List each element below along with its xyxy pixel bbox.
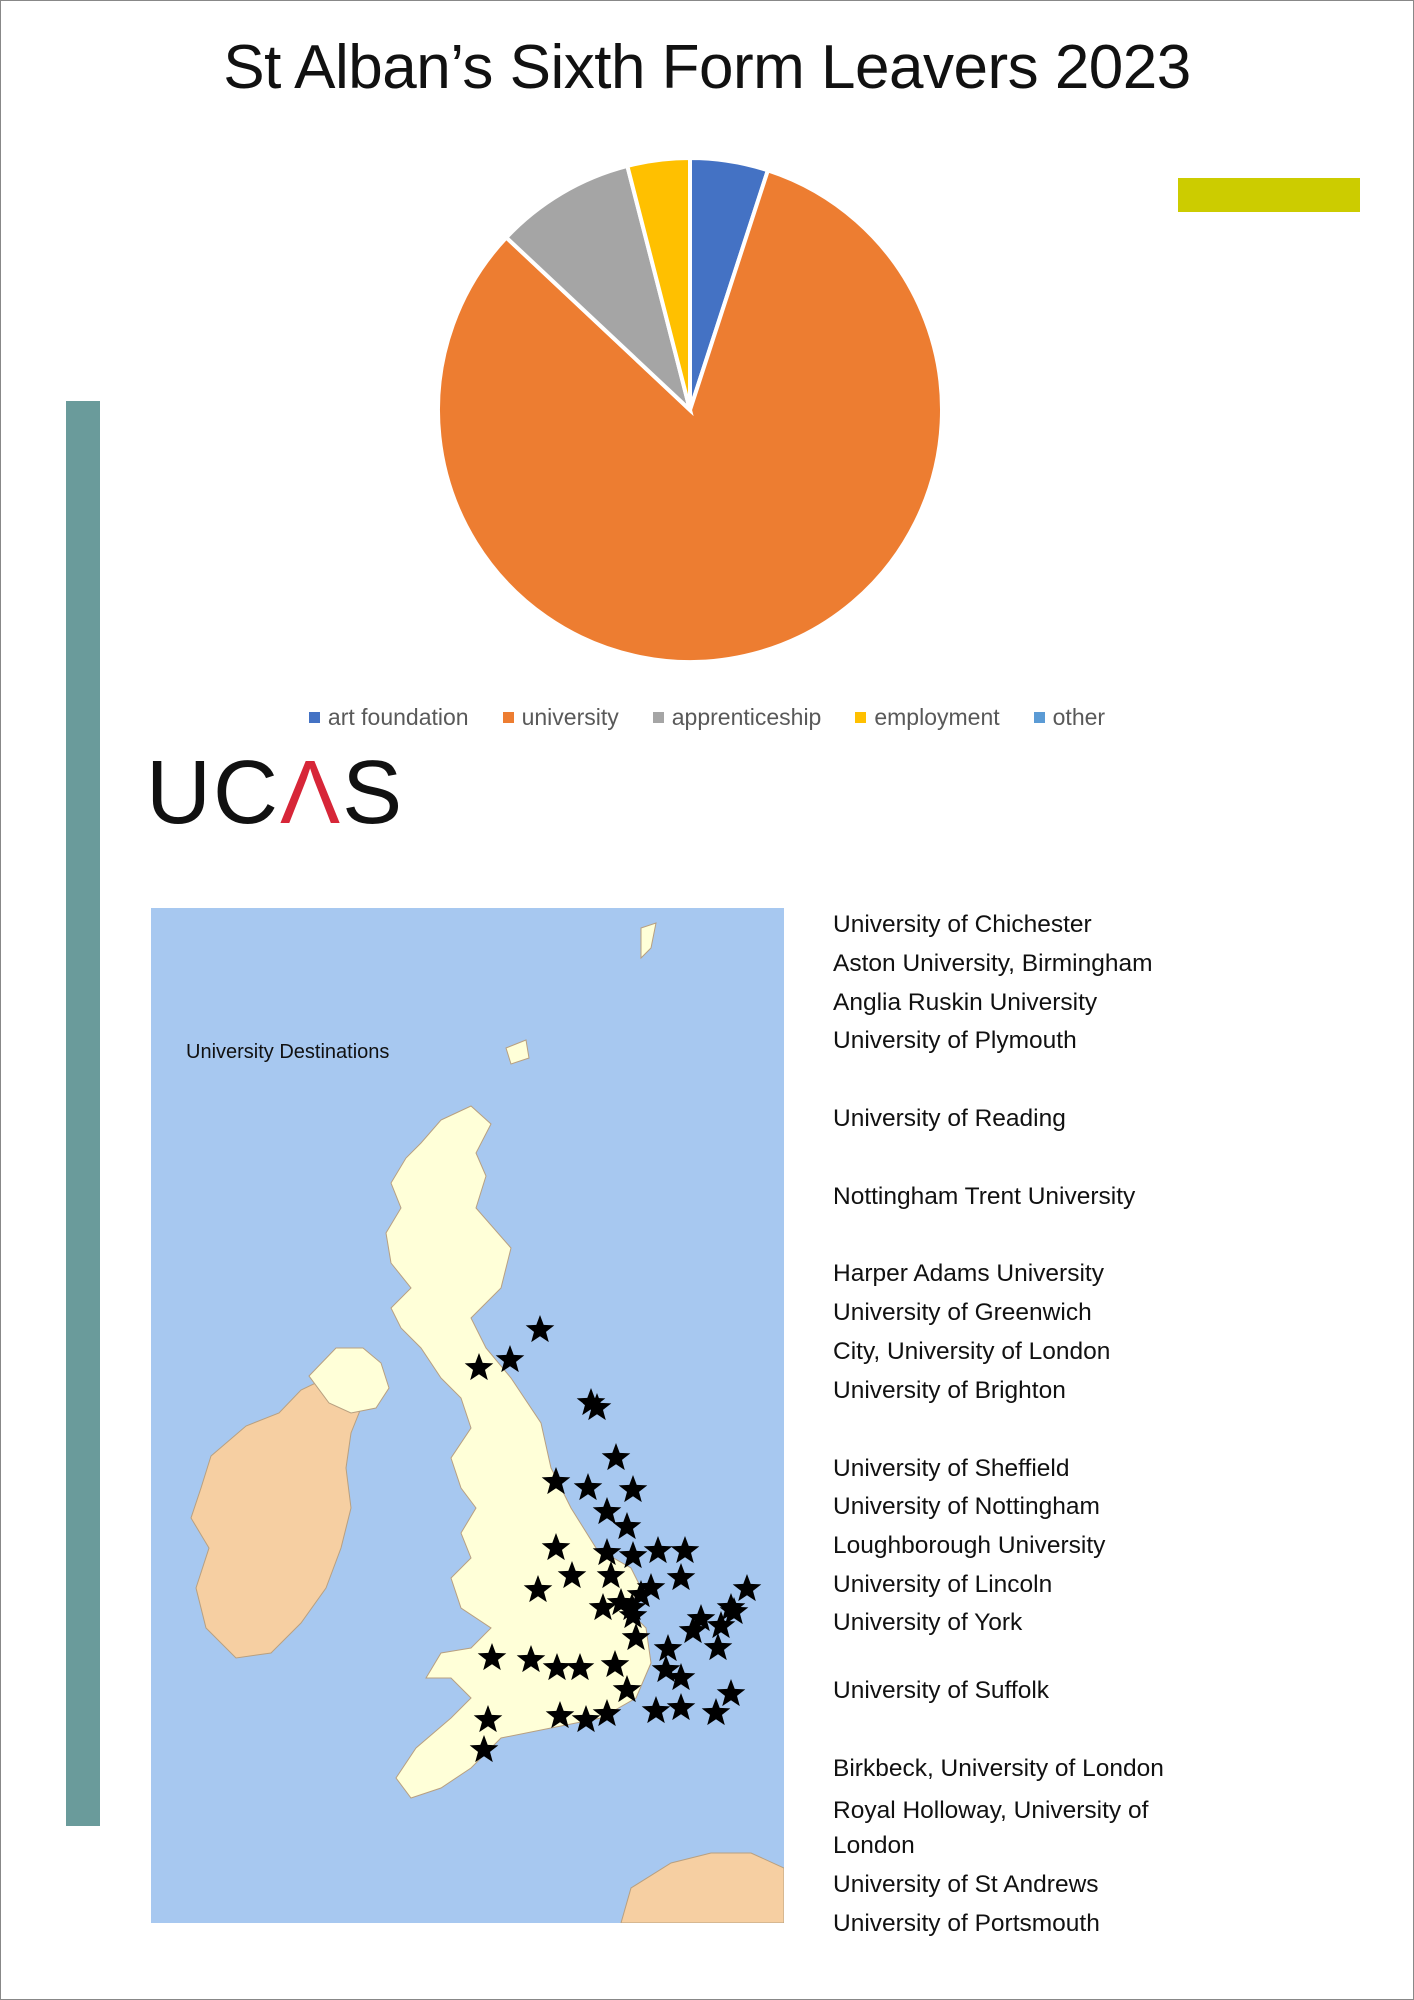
ucas-logo-hat: Λ bbox=[280, 743, 343, 843]
ucas-logo-after: S bbox=[342, 743, 405, 843]
map-label: University Destinations bbox=[186, 1041, 390, 1063]
star-icon bbox=[667, 1563, 696, 1590]
star-icon bbox=[654, 1634, 683, 1661]
university-list-item: University of Suffolk bbox=[833, 1677, 1050, 1704]
star-icon bbox=[642, 1696, 671, 1723]
star-icon bbox=[593, 1497, 622, 1524]
legend-swatch bbox=[503, 712, 514, 723]
university-list-item: University of Plymouth bbox=[833, 1027, 1077, 1054]
university-list-item: Aston University, Birmingham bbox=[833, 950, 1153, 977]
university-list-item: Anglia Ruskin University bbox=[833, 989, 1098, 1016]
star-icon bbox=[583, 1393, 612, 1420]
ireland-landmass bbox=[191, 1378, 361, 1658]
university-list-item: University of York bbox=[833, 1609, 1023, 1636]
university-list-item: University of Lincoln bbox=[833, 1571, 1053, 1598]
legend-swatch bbox=[855, 712, 866, 723]
star-icon bbox=[602, 1443, 631, 1470]
legend-label: apprenticeship bbox=[671, 704, 822, 730]
uk-map bbox=[151, 908, 784, 1923]
star-icon bbox=[644, 1536, 673, 1563]
chart-legend bbox=[0, 704, 1414, 731]
legend-label: employment bbox=[874, 704, 1000, 730]
legend-item bbox=[503, 704, 619, 731]
university-list-item: University of Chichester bbox=[833, 911, 1092, 938]
northern-isles bbox=[506, 923, 656, 1064]
university-list-item: University of Sheffield bbox=[833, 1455, 1070, 1482]
star-icon bbox=[619, 1475, 648, 1502]
star-icon bbox=[574, 1473, 603, 1500]
university-list-item: Harper Adams University bbox=[833, 1260, 1104, 1287]
legend-item bbox=[855, 704, 999, 731]
accent-bar bbox=[1178, 178, 1360, 212]
university-list-item: Royal Holloway, University of bbox=[833, 1797, 1149, 1824]
university-list-item: University of St Andrews bbox=[833, 1871, 1099, 1898]
university-list-item: University of Greenwich bbox=[833, 1299, 1092, 1326]
star-icon bbox=[526, 1315, 555, 1342]
star-icon bbox=[671, 1536, 700, 1563]
university-list-item: University of Reading bbox=[833, 1105, 1066, 1132]
legend-label: art foundation bbox=[327, 704, 469, 730]
university-list-item: Loughborough University bbox=[833, 1532, 1106, 1559]
legend-item bbox=[309, 704, 469, 731]
star-icon bbox=[717, 1679, 746, 1706]
university-list-item: University of Portsmouth bbox=[833, 1910, 1100, 1937]
side-bar bbox=[66, 401, 100, 1826]
star-icon bbox=[667, 1693, 696, 1720]
legend-swatch bbox=[1034, 712, 1045, 723]
legend-label: university bbox=[521, 704, 619, 730]
great-britain-landmass bbox=[386, 1106, 651, 1798]
legend-label: other bbox=[1052, 704, 1106, 730]
star-icon bbox=[613, 1512, 642, 1539]
legend-item bbox=[1034, 704, 1105, 731]
page-title: St Alban’s Sixth Form Leavers 2023 bbox=[223, 33, 1191, 102]
ucas-logo-before: UC bbox=[146, 743, 280, 843]
university-list-item: City, University of London bbox=[833, 1338, 1111, 1365]
university-list-item: University of Nottingham bbox=[833, 1493, 1100, 1520]
university-list-item: Birkbeck, University of London bbox=[833, 1755, 1164, 1782]
continent-landmass bbox=[621, 1853, 784, 1923]
legend-item bbox=[653, 704, 822, 731]
university-list-item: London bbox=[833, 1832, 915, 1859]
university-list-item: Nottingham Trent University bbox=[833, 1183, 1136, 1210]
university-list-item: University of Brighton bbox=[833, 1377, 1066, 1404]
legend-swatch bbox=[653, 712, 664, 723]
star-icon bbox=[704, 1633, 733, 1660]
legend-swatch bbox=[309, 712, 320, 723]
pie-chart bbox=[420, 140, 960, 680]
star-icon bbox=[733, 1574, 762, 1601]
ucas-logo bbox=[146, 743, 405, 843]
